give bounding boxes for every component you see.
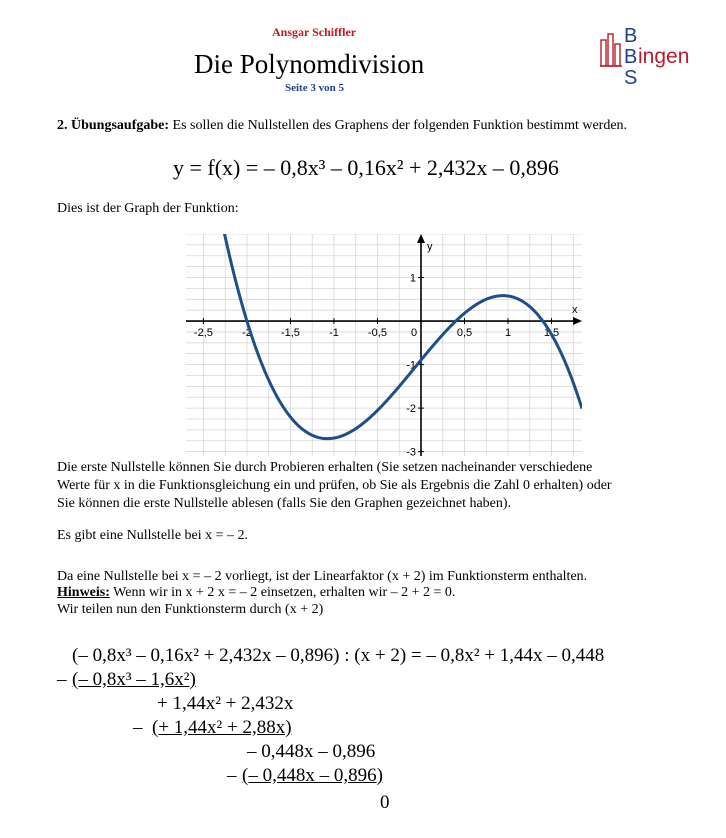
x-axis-arrow — [573, 317, 582, 325]
grid — [186, 234, 582, 456]
function-formula: y = f(x) = – 0,8x³ – 0,16x² + 2,432x – 0,896 — [173, 155, 559, 180]
division-line-1: (– 0,8x³ – 0,16x² + 2,432x – 0,896) : (x + 2) = – 0,8x² + 1,44x – 0,448 — [72, 645, 605, 666]
x-tick-label: 1,5 — [543, 327, 560, 340]
hint — [57, 585, 455, 601]
x-axis-label: x — [572, 304, 578, 317]
x-tick-label: -2,5 — [193, 327, 213, 340]
x-tick-label: 0,5 — [456, 327, 473, 340]
division-line-2: (– 0,8x³ – 1,6x²) — [72, 669, 196, 690]
paragraph-3: Da eine Nullstelle bei x = – 2 vorliegt, ist der Linearfaktor (x + 2) im Funktionsterm enthalten. — [57, 569, 588, 584]
x-tick-label: -0,5 — [367, 327, 387, 340]
logo-word: ingen — [638, 45, 690, 68]
division-line-2-sign: – — [57, 669, 67, 690]
division-line-4-sign: – — [133, 717, 143, 738]
y-tick-label: -3 — [406, 446, 416, 456]
division-line-3: + 1,44x² + 2,432x — [157, 693, 294, 714]
x-tick-label: 1 — [504, 327, 512, 340]
paragraph-4: Wir teilen nun den Funktionsterm durch (x + 2) — [57, 602, 324, 617]
paragraph-1-line-1: Die erste Nullstelle können Sie durch Probieren erhalten (Sie setzen nacheinander verschiedene — [57, 460, 593, 475]
paragraph-1-line-2: Werte für x in die Funktionsgleichung ein und prüfen, ob Sie als Ergebnis die Zahl 0 erhalten) oder — [57, 478, 612, 493]
paragraph-2: Es gibt eine Nullstelle bei x = – 2. — [57, 528, 249, 543]
author-name: Ansgar Schiffler — [272, 25, 357, 39]
graph-intro: Dies ist der Graph der Funktion: — [57, 201, 239, 216]
exercise-text: Es sollen die Nullstellen des Graphens der folgenden Funktion bestimmt werden. — [169, 118, 628, 133]
function-graph — [186, 234, 582, 461]
y-tick-label: 1 — [409, 272, 416, 285]
hint-label: Hinweis: — [57, 585, 110, 600]
division-remainder: 0 — [380, 792, 390, 813]
axes — [186, 234, 582, 456]
page-title: Die Polynomdivision — [194, 49, 425, 79]
logo-letter-1: B — [624, 25, 638, 47]
bbs-bingen-logo — [598, 24, 710, 91]
exercise-statement — [57, 118, 627, 134]
page-number: Seite 3 von 5 — [285, 82, 344, 94]
y-axis-arrow — [417, 234, 425, 243]
x-tick-label: -1,5 — [280, 327, 300, 340]
y-axis-label: y — [426, 241, 433, 253]
y-tick-label: -2 — [406, 403, 416, 416]
division-line-6: (– 0,448x – 0,896) — [242, 765, 383, 786]
paragraph-1-line-3: Sie können die erste Nullstelle ablesen (falls Sie den Graphen gezeichnet haben). — [57, 496, 512, 511]
division-line-5: – 0,448x – 0,896 — [247, 741, 376, 762]
exercise-label: 2. Übungsaufgabe: — [57, 118, 170, 133]
y-tick-label: -1 — [406, 359, 416, 372]
hint-text: Wenn wir in x + 2 x = – 2 einsetzen, erhalten wir – 2 + 2 = 0. — [109, 585, 456, 600]
x-tick-label: -1 — [329, 327, 339, 340]
logo-letter-2: B — [624, 46, 638, 68]
division-line-4: (+ 1,44x² + 2,88x) — [152, 717, 292, 738]
division-line-6-sign: – — [227, 765, 237, 786]
x-tick-label: -2 — [242, 327, 252, 340]
logo-letter-3: S — [624, 67, 638, 86]
origin-label: 0 — [410, 327, 418, 340]
